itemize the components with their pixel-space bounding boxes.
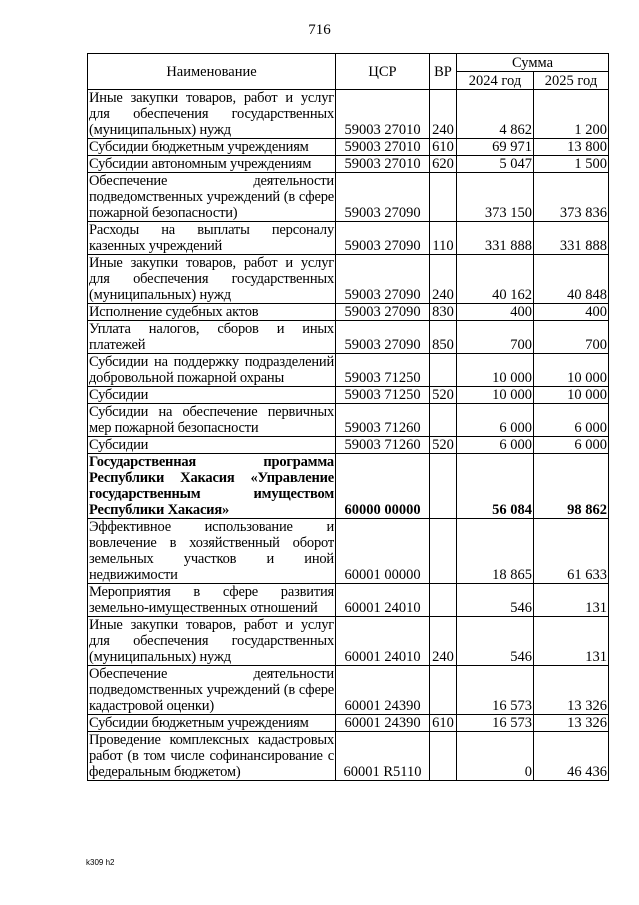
row-sum-2025: 10 000 bbox=[534, 354, 609, 387]
table-row bbox=[88, 437, 609, 454]
row-name: Субсидии бюджетным учреждениям bbox=[88, 139, 336, 156]
row-vr: 520 bbox=[430, 437, 457, 454]
row-csr: 60001 R5110 bbox=[336, 732, 430, 781]
row-name: Обеспечение деятельности подведомственных учреждений (в сфере кадастровой оценки) bbox=[89, 666, 334, 714]
row-name: Обеспечение деятельности подведомственных учреждений (в сфере пожарной безопасности) bbox=[89, 173, 334, 221]
table-row bbox=[88, 519, 609, 584]
row-vr: 240 bbox=[430, 90, 457, 139]
row-name: Исполнение судебных актов bbox=[88, 304, 336, 321]
row-vr bbox=[430, 519, 457, 584]
row-sum-2024: 6 000 bbox=[457, 404, 534, 437]
header-sum: Сумма bbox=[457, 54, 609, 72]
row-vr: 520 bbox=[430, 387, 457, 404]
table-row bbox=[88, 732, 609, 781]
row-name: Расходы на выплаты персоналу казенных учреждений bbox=[89, 222, 334, 254]
table-body bbox=[88, 90, 609, 781]
row-sum-2024: 0 bbox=[457, 732, 534, 781]
row-sum-2025: 61 633 bbox=[534, 519, 609, 584]
row-sum-2025: 10 000 bbox=[534, 387, 609, 404]
row-csr: 59003 27010 bbox=[336, 90, 430, 139]
row-name: Субсидии бюджетным учреждениям bbox=[88, 715, 336, 732]
row-sum-2025: 373 836 bbox=[534, 173, 609, 222]
row-sum-2025: 46 436 bbox=[534, 732, 609, 781]
row-vr: 610 bbox=[430, 139, 457, 156]
table-row bbox=[88, 387, 609, 404]
row-csr: 60001 24010 bbox=[336, 584, 430, 617]
table-row bbox=[88, 404, 609, 437]
row-name: Субсидии bbox=[88, 437, 336, 454]
row-sum-2024: 546 bbox=[457, 584, 534, 617]
row-name: Уплата налогов, сборов и иных платежей bbox=[89, 321, 334, 353]
row-sum-2024: 700 bbox=[457, 321, 534, 354]
row-vr bbox=[430, 354, 457, 387]
row-csr: 59003 27090 bbox=[336, 304, 430, 321]
row-vr bbox=[430, 584, 457, 617]
row-sum-2024: 16 573 bbox=[457, 715, 534, 732]
footer-code: k309 h2 bbox=[86, 858, 115, 867]
row-name: Иные закупки товаров, работ и услуг для обеспечения государственных (муниципальных) нужд bbox=[89, 90, 334, 138]
row-sum-2024: 16 573 bbox=[457, 666, 534, 715]
table-row bbox=[88, 715, 609, 732]
row-vr: 240 bbox=[430, 617, 457, 666]
row-name: Государственная программа Республики Хакасия «Управление государственным имуществом Республики Хакасия» bbox=[89, 454, 334, 518]
row-sum-2025: 331 888 bbox=[534, 222, 609, 255]
row-sum-2025: 131 bbox=[534, 584, 609, 617]
table-row bbox=[88, 90, 609, 139]
table-row bbox=[88, 304, 609, 321]
row-sum-2025: 6 000 bbox=[534, 404, 609, 437]
table-row bbox=[88, 222, 609, 255]
row-name: Мероприятия в сфере развития земельно-имущественных отношений bbox=[89, 584, 334, 616]
table-row bbox=[88, 617, 609, 666]
row-name: Субсидии bbox=[88, 387, 336, 404]
header-vr: ВР bbox=[430, 54, 457, 90]
row-csr: 60000 00000 bbox=[336, 454, 430, 519]
row-sum-2024: 373 150 bbox=[457, 173, 534, 222]
row-csr: 59003 27090 bbox=[336, 321, 430, 354]
table-row bbox=[88, 321, 609, 354]
row-csr: 59003 27090 bbox=[336, 222, 430, 255]
row-csr: 59003 27090 bbox=[336, 173, 430, 222]
row-sum-2025: 13 326 bbox=[534, 715, 609, 732]
row-vr: 620 bbox=[430, 156, 457, 173]
header-csr: ЦСР bbox=[336, 54, 430, 90]
page-number: 716 bbox=[308, 22, 331, 38]
row-sum-2025: 131 bbox=[534, 617, 609, 666]
row-sum-2024: 18 865 bbox=[457, 519, 534, 584]
row-vr: 830 bbox=[430, 304, 457, 321]
table-row bbox=[88, 584, 609, 617]
row-sum-2025: 1 200 bbox=[534, 90, 609, 139]
row-sum-2025: 1 500 bbox=[534, 156, 609, 173]
row-sum-2024: 546 bbox=[457, 617, 534, 666]
row-sum-2024: 5 047 bbox=[457, 156, 534, 173]
row-vr: 110 bbox=[430, 222, 457, 255]
table-row bbox=[88, 173, 609, 222]
row-name: Проведение комплексных кадастровых работ (в том числе софинансирование с федеральным бюджетом) bbox=[89, 732, 334, 780]
row-sum-2025: 13 326 bbox=[534, 666, 609, 715]
row-sum-2024: 331 888 bbox=[457, 222, 534, 255]
row-csr: 59003 71250 bbox=[336, 354, 430, 387]
row-name: Иные закупки товаров, работ и услуг для обеспечения государственных (муниципальных) нужд bbox=[89, 255, 334, 303]
row-csr: 60001 00000 bbox=[336, 519, 430, 584]
table-row bbox=[88, 666, 609, 715]
row-sum-2024: 4 862 bbox=[457, 90, 534, 139]
table-row bbox=[88, 354, 609, 387]
row-name: Эффективное использование и вовлечение в хозяйственный оборот земельных участков и иной недвижимости bbox=[89, 519, 334, 583]
table-row bbox=[88, 139, 609, 156]
row-sum-2025: 13 800 bbox=[534, 139, 609, 156]
row-sum-2024: 10 000 bbox=[457, 354, 534, 387]
row-csr: 59003 71260 bbox=[336, 437, 430, 454]
row-csr: 60001 24390 bbox=[336, 666, 430, 715]
row-vr bbox=[430, 173, 457, 222]
header-name: Наименование bbox=[88, 54, 336, 90]
row-sum-2024: 56 084 bbox=[457, 454, 534, 519]
row-sum-2025: 700 bbox=[534, 321, 609, 354]
budget-table bbox=[87, 53, 609, 781]
row-csr: 59003 27010 bbox=[336, 156, 430, 173]
row-csr: 59003 71260 bbox=[336, 404, 430, 437]
table-row bbox=[88, 255, 609, 304]
row-csr: 59003 71250 bbox=[336, 387, 430, 404]
row-sum-2024: 6 000 bbox=[457, 437, 534, 454]
row-sum-2025: 98 862 bbox=[534, 454, 609, 519]
row-vr: 240 bbox=[430, 255, 457, 304]
row-name: Субсидии автономным учреждениям bbox=[88, 156, 336, 173]
header-year-2025: 2025 год bbox=[534, 72, 609, 90]
row-sum-2024: 69 971 bbox=[457, 139, 534, 156]
row-sum-2025: 40 848 bbox=[534, 255, 609, 304]
row-vr bbox=[430, 732, 457, 781]
row-sum-2024: 400 bbox=[457, 304, 534, 321]
header-year-2024: 2024 год bbox=[457, 72, 534, 90]
row-vr bbox=[430, 404, 457, 437]
row-vr: 610 bbox=[430, 715, 457, 732]
row-csr: 59003 27090 bbox=[336, 255, 430, 304]
row-sum-2024: 10 000 bbox=[457, 387, 534, 404]
row-csr: 59003 27010 bbox=[336, 139, 430, 156]
row-sum-2024: 40 162 bbox=[457, 255, 534, 304]
row-vr bbox=[430, 454, 457, 519]
row-name: Субсидии на обеспечение первичных мер пожарной безопасности bbox=[89, 404, 334, 436]
row-vr: 850 bbox=[430, 321, 457, 354]
table-row bbox=[88, 454, 609, 519]
table-row bbox=[88, 156, 609, 173]
row-sum-2025: 6 000 bbox=[534, 437, 609, 454]
row-name: Иные закупки товаров, работ и услуг для обеспечения государственных (муниципальных) нужд bbox=[89, 617, 334, 665]
row-name: Субсидии на поддержку подразделений добровольной пожарной охраны bbox=[89, 354, 334, 386]
row-sum-2025: 400 bbox=[534, 304, 609, 321]
row-csr: 60001 24390 bbox=[336, 715, 430, 732]
row-csr: 60001 24010 bbox=[336, 617, 430, 666]
row-vr bbox=[430, 666, 457, 715]
